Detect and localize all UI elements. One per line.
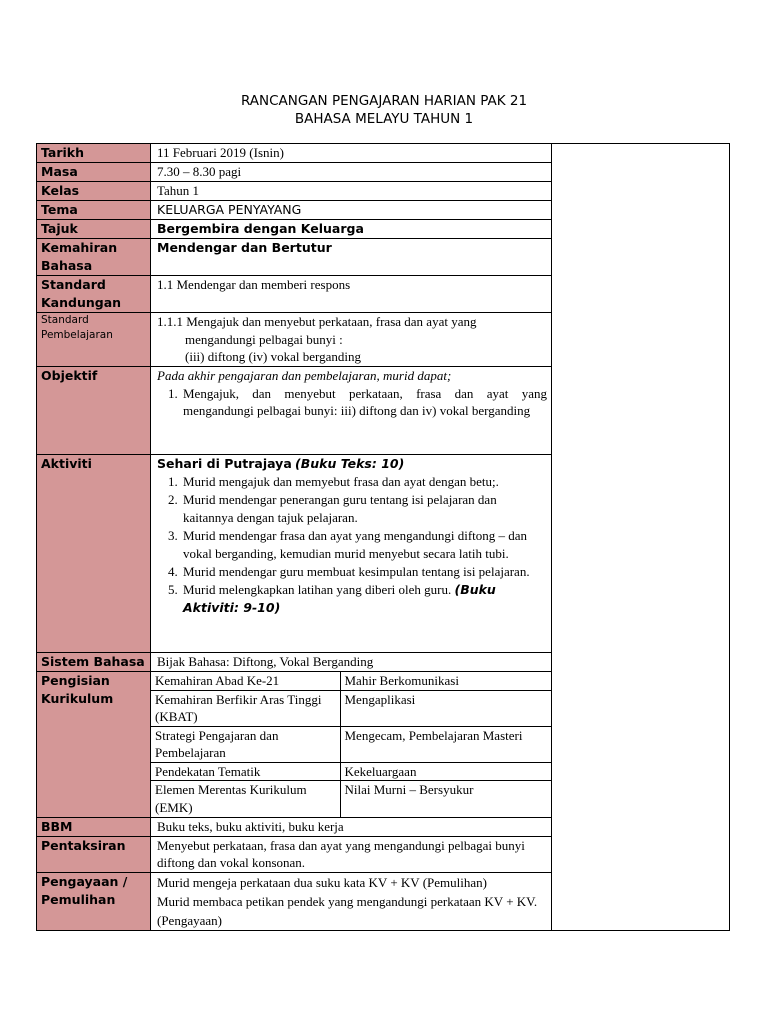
aktiviti-item-text: Murid melengkapkan latihan yang diberi oleh guru.	[183, 582, 452, 597]
row-tarikh	[37, 144, 552, 163]
value-standard-pembelajaran	[151, 313, 552, 367]
value-pentaksiran: Menyebut perkataan, frasa dan ayat yang mengandungi pelbagai bunyi diftong dan vokal konsonan.	[151, 836, 552, 872]
label-masa: Masa	[37, 163, 151, 182]
value-tarikh: 11 Februari 2019 (Isnin)	[151, 144, 552, 163]
row-standard-kandungan	[37, 276, 552, 313]
notes-column-box	[552, 143, 730, 931]
sp-line-3: (iii) diftong (iv) vokal berganding	[185, 349, 361, 364]
row-kemahiran-bahasa	[37, 239, 552, 276]
value-pengisian-kurikulum	[151, 672, 552, 818]
pengisian-value: Kekeluargaan	[340, 762, 551, 781]
label-tajuk: Tajuk	[37, 220, 151, 239]
value-objektif	[151, 367, 552, 455]
sp-line-1: 1.1.1 Mengajuk dan menyebut perkataan, frasa dan ayat yang	[157, 314, 477, 329]
value-kemahiran-bahasa: Mendengar dan Bertutur	[151, 239, 552, 276]
label-pentaksiran: Pentaksiran	[37, 836, 151, 872]
row-tajuk	[37, 220, 552, 239]
row-objektif	[37, 367, 552, 455]
label-pengisian-kurikulum: Pengisian Kurikulum	[37, 672, 151, 818]
aktiviti-heading-ref: (Buku Teks: 10)	[295, 456, 405, 471]
pengisian-value: Mengaplikasi	[340, 690, 551, 726]
sp-line-2: mengandungi pelbagai bunyi :	[185, 331, 343, 347]
aktiviti-heading-title: Sehari di Putrajaya	[157, 456, 292, 471]
label-tema: Tema	[37, 201, 151, 220]
objektif-list	[157, 385, 547, 420]
pengisian-inner-table	[151, 672, 551, 817]
row-pengisian-kurikulum	[37, 672, 552, 818]
value-sistem-bahasa: Bijak Bahasa: Diftong, Vokal Berganding	[151, 653, 552, 672]
label-tarikh: Tarikh	[37, 144, 151, 163]
lesson-plan-table	[36, 143, 552, 931]
pengisian-row	[151, 672, 551, 690]
title-line-1: RANCANGAN PENGAJARAN HARIAN PAK 21	[240, 93, 528, 109]
label-kelas: Kelas	[37, 182, 151, 201]
pengisian-key: Pendekatan Tematik	[151, 762, 340, 781]
aktiviti-list	[157, 473, 547, 617]
aktiviti-item: 2. Murid mendengar penerangan guru tentang isi pelajaran dan kaitannya dengan tajuk pelajaran.	[181, 491, 547, 527]
aktiviti-item: 4. Murid mendengar guru membuat kesimpulan tentang isi pelajaran.	[181, 563, 547, 581]
value-tajuk: Bergembira dengan Keluarga	[151, 220, 552, 239]
title-line-2: BAHASA MELAYU TAHUN 1	[294, 111, 474, 127]
aktiviti-item: 1. Murid mengajuk dan memyebut frasa dan ayat dengan betu;.	[181, 473, 547, 491]
pengisian-value: Mengecam, Pembelajaran Masteri	[340, 726, 551, 762]
pengisian-row	[151, 726, 551, 762]
pengisian-key: Kemahiran Abad Ke-21	[151, 672, 340, 690]
aktiviti-item	[181, 581, 547, 617]
pengisian-key: Strategi Pengajaran dan Pembelajaran	[151, 726, 340, 762]
value-masa: 7.30 – 8.30 pagi	[151, 163, 552, 182]
label-standard-kandungan: Standard Kandungan	[37, 276, 151, 313]
value-kelas: Tahun 1	[151, 182, 552, 201]
value-standard-kandungan: 1.1 Mendengar dan memberi respons	[151, 276, 552, 313]
row-aktiviti	[37, 455, 552, 653]
label-sistem-bahasa: Sistem Bahasa	[37, 653, 151, 672]
pengisian-row	[151, 781, 551, 817]
row-standard-pembelajaran	[37, 313, 552, 367]
value-tema: KELUARGA PENYAYANG	[151, 201, 552, 220]
row-bbm	[37, 817, 552, 836]
pengisian-value: Mahir Berkomunikasi	[340, 672, 551, 690]
pengayaan-line-1: Murid mengeja perkataan dua suku kata KV + KV (Pemulihan)	[157, 874, 487, 890]
label-aktiviti: Aktiviti	[37, 455, 151, 653]
label-kemahiran-bahasa: Kemahiran Bahasa	[37, 239, 151, 276]
label-objektif: Objektif	[37, 367, 151, 455]
row-pengayaan-pemulihan	[37, 872, 552, 930]
row-kelas	[37, 182, 552, 201]
pengisian-value: Nilai Murni – Bersyukur	[340, 781, 551, 817]
pengayaan-line-2: Murid membaca petikan pendek yang mengandungi perkataan KV + KV. (Pengayaan)	[157, 893, 538, 928]
pengisian-row	[151, 690, 551, 726]
objektif-intro: Pada akhir pengajaran dan pembelajaran, murid dapat;	[157, 368, 452, 383]
value-pengayaan-pemulihan	[151, 872, 552, 930]
value-bbm: Buku teks, buku aktiviti, buku kerja	[151, 817, 552, 836]
aktiviti-heading	[157, 455, 547, 473]
pengisian-key: Elemen Merentas Kurikulum (EMK)	[151, 781, 340, 817]
row-masa	[37, 163, 552, 182]
aktiviti-item-ref: (Buku Aktiviti: 9-10)	[183, 582, 496, 615]
objektif-item: 1. Mengajuk, dan menyebut perkataan, frasa dan ayat yang mengandungi pelbagai bunyi: iii) diftong dan iv) vokal berganding	[181, 385, 547, 420]
aktiviti-item: 3. Murid mendengar frasa dan ayat yang mengandungi diftong – dan vokal berganding, kemudian murid menyebut secara latih tubi.	[181, 527, 547, 563]
label-pengayaan-pemulihan: Pengayaan / Pemulihan	[37, 872, 151, 930]
document-title	[0, 92, 768, 128]
label-standard-pembelajaran: Standard Pembelajaran	[37, 313, 151, 367]
row-tema	[37, 201, 552, 220]
pengisian-row	[151, 762, 551, 781]
pengisian-key: Kemahiran Berfikir Aras Tinggi (KBAT)	[151, 690, 340, 726]
value-aktiviti	[151, 455, 552, 653]
row-sistem-bahasa	[37, 653, 552, 672]
row-pentaksiran	[37, 836, 552, 872]
label-bbm: BBM	[37, 817, 151, 836]
